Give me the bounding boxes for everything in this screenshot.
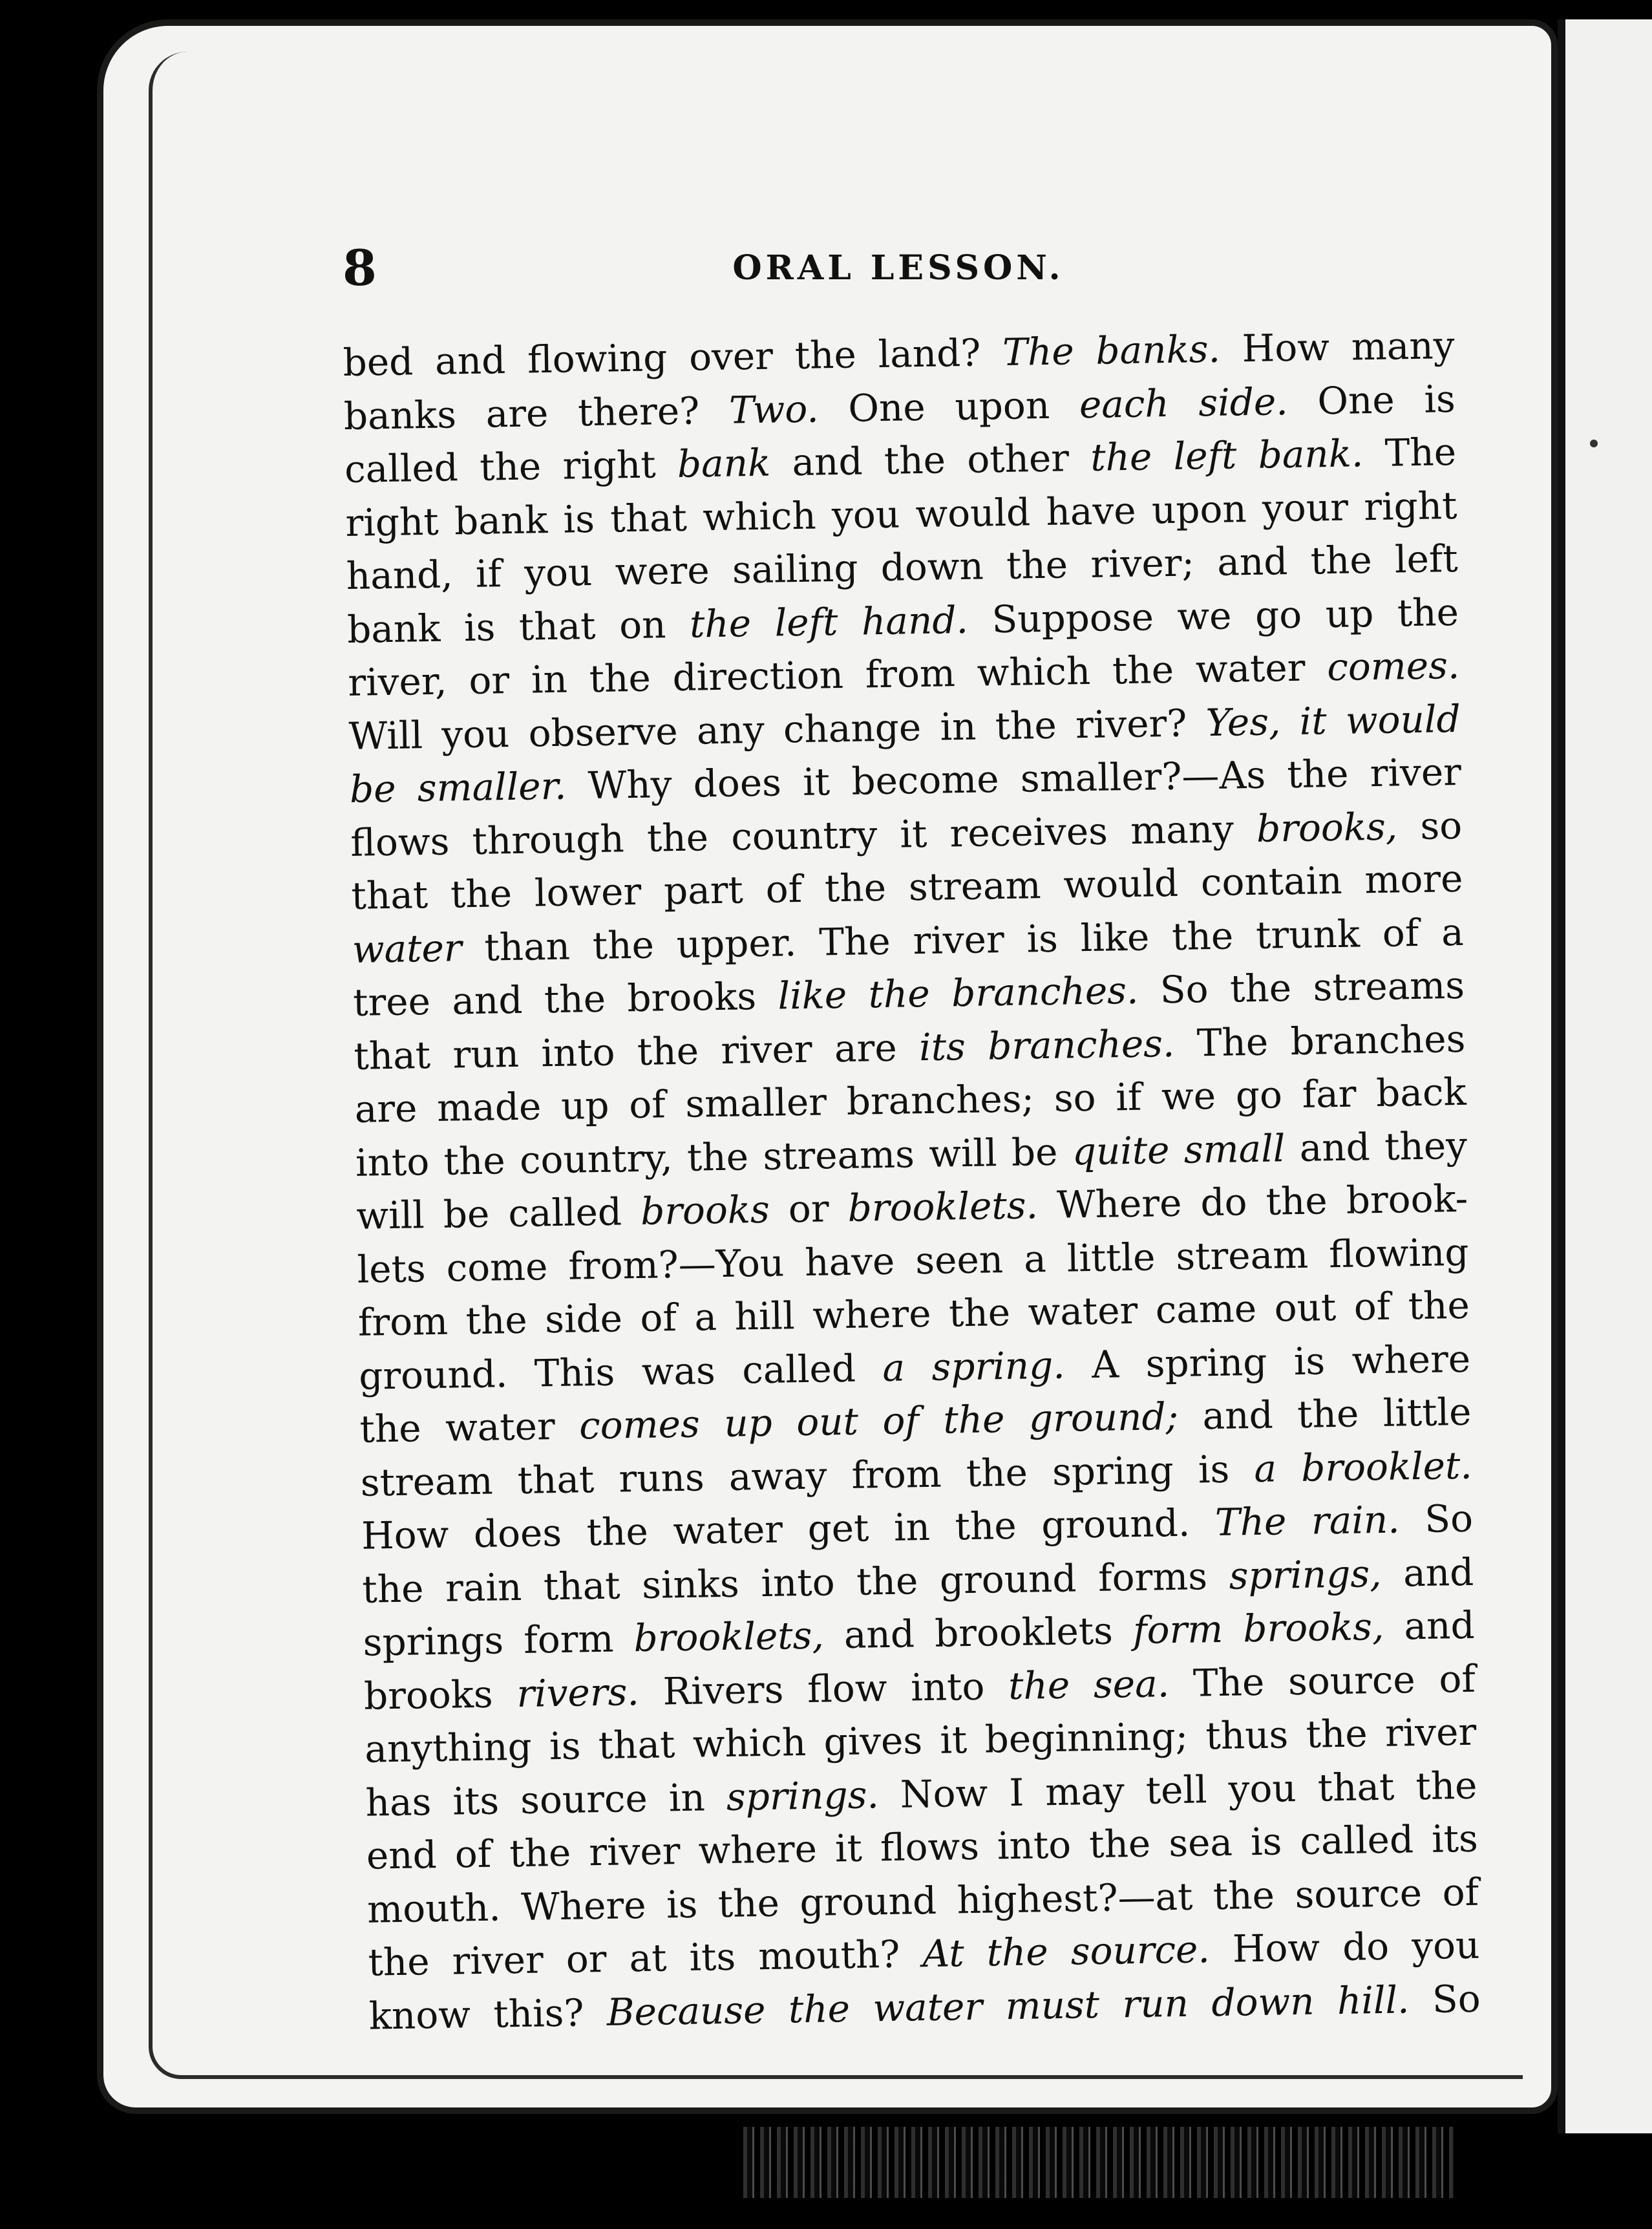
italic-text-run: brooks, (1256, 804, 1398, 851)
text-run: that the lower part of the stream would contain more (351, 856, 1463, 918)
text-run: and (1383, 1603, 1476, 1648)
text-run: end of the river where it flows into the sea is called its (366, 1816, 1479, 1878)
text-run: tree and the brooks (352, 974, 779, 1025)
text-run: banks are there? (343, 388, 730, 438)
italic-text-run: the left hand. (689, 597, 969, 646)
text-run: So (1408, 1976, 1481, 2021)
text-run: and the little (1178, 1389, 1472, 1438)
text-run: So (1399, 1496, 1474, 1542)
italic-text-run: a brooklet. (1253, 1443, 1473, 1491)
text-run: has its source in (365, 1775, 727, 1825)
text-run: stream that runs away from the spring is (360, 1446, 1255, 1505)
italic-text-run: each side. (1079, 379, 1289, 427)
text-run: How do you (1209, 1923, 1480, 1972)
text-run: Rivers flow into (639, 1663, 1009, 1714)
text-run: and the other (770, 435, 1091, 485)
text-run: Suppose we go up the (968, 590, 1459, 642)
text-run: the water (359, 1403, 580, 1451)
italic-text-run: Because the water must run down hill. (606, 1977, 1410, 2034)
italic-text-run: Yes, it would (1205, 696, 1461, 745)
text-run: The source of (1169, 1656, 1476, 1705)
body-paragraph (343, 319, 1481, 2043)
italic-text-run: brooks (640, 1187, 770, 1233)
italic-text-run: the sea. (1008, 1661, 1170, 1708)
text-run: anything is that which gives it beginning; thus the river (364, 1709, 1477, 1771)
text-run: from the side of a hill where the water came out of the (357, 1283, 1470, 1345)
text-run: will be called (355, 1189, 641, 1238)
italic-text-run: The banks. (1002, 326, 1221, 374)
text-run: How many (1220, 323, 1455, 371)
italic-text-run: springs, (1229, 1551, 1382, 1598)
text-run: are made up of smaller branches; so if we go far back (354, 1069, 1467, 1131)
text-run: into the country, the streams will be (355, 1129, 1073, 1185)
text-run: How does the water get in the ground. (361, 1500, 1216, 1558)
italic-text-run: bank (677, 440, 771, 486)
italic-text-run: comes. (1326, 643, 1460, 690)
italic-text-run: At the source. (922, 1927, 1211, 1976)
binding-shadow (743, 2127, 1454, 2198)
italic-text-run: form brooks, (1132, 1604, 1384, 1653)
ink-speck (1590, 440, 1598, 447)
italic-text-run: be smaller. (349, 763, 567, 811)
text-run: ground. This was called (358, 1345, 883, 1398)
text-run: The branches (1174, 1016, 1466, 1065)
text-run: bed and flowing over the land? (343, 330, 1003, 385)
italic-text-run: like the branches. (778, 968, 1139, 1018)
text-run: Why does it become smaller?—As the river (566, 749, 1462, 808)
text-run: brooks (363, 1671, 517, 1718)
text-run: hand, if you were sailing down the river; and the left (346, 536, 1459, 598)
text-run: or (769, 1186, 849, 1232)
italic-text-run: quite small (1072, 1125, 1286, 1173)
italic-text-run: The rain. (1214, 1497, 1401, 1545)
text-run: that run into the river are (353, 1025, 920, 1078)
text-run: So the streams (1138, 963, 1465, 1012)
italic-text-run: water (352, 925, 463, 972)
text-run: and brooklets (823, 1608, 1134, 1658)
text-run: bank is that on (346, 602, 690, 652)
text-run: Now I may tell you that the (878, 1763, 1477, 1817)
adjacent-page-edge (1558, 19, 1652, 2133)
italic-text-run: brooklets, (633, 1613, 825, 1661)
italic-text-run: a spring. (882, 1343, 1066, 1390)
page-number: 8 (343, 239, 377, 297)
text-run: The (1362, 429, 1457, 476)
text-run: springs form (363, 1616, 635, 1665)
text-run: One upon (818, 382, 1080, 431)
text-run: so (1397, 803, 1463, 848)
text-run: lets come from?—You have seen a little stream flowing (357, 1230, 1469, 1292)
text-run: A spring is where (1064, 1336, 1471, 1387)
italic-text-run: rivers. (516, 1669, 640, 1716)
text-run: Will you observe any change in the river? (348, 700, 1207, 758)
text-run: and (1381, 1550, 1474, 1595)
italic-text-run: brooklets. (847, 1183, 1039, 1230)
text-run: know this? (368, 1990, 608, 2038)
running-head: ORAL LESSON. (732, 248, 1064, 288)
text-run: the river or at its mouth? (367, 1932, 923, 1985)
text-run: right bank is that which you would have upon your right (344, 483, 1457, 545)
page-text-block (343, 239, 1481, 2043)
text-run: Where do the brook- (1037, 1176, 1468, 1228)
text-run: and they (1284, 1123, 1468, 1170)
text-run: flows through the country it receives many (350, 806, 1257, 865)
italic-text-run: its branches. (918, 1021, 1175, 1069)
italic-text-run: springs. (726, 1772, 880, 1819)
text-run: mouth. Where is the ground highest?—at the source of (366, 1870, 1479, 1932)
italic-text-run: Two. (728, 386, 820, 432)
italic-text-run: comes up out of the ground; (578, 1394, 1179, 1448)
text-run: the rain that sinks into the ground forms (361, 1553, 1230, 1612)
italic-text-run: the left bank. (1090, 431, 1364, 480)
text-run: than the upper. The river is like the trunk of a (461, 910, 1465, 970)
text-run: called the right (344, 442, 678, 491)
text-run: One is (1287, 376, 1456, 423)
text-run: river, or in the direction from which the water (347, 645, 1328, 705)
